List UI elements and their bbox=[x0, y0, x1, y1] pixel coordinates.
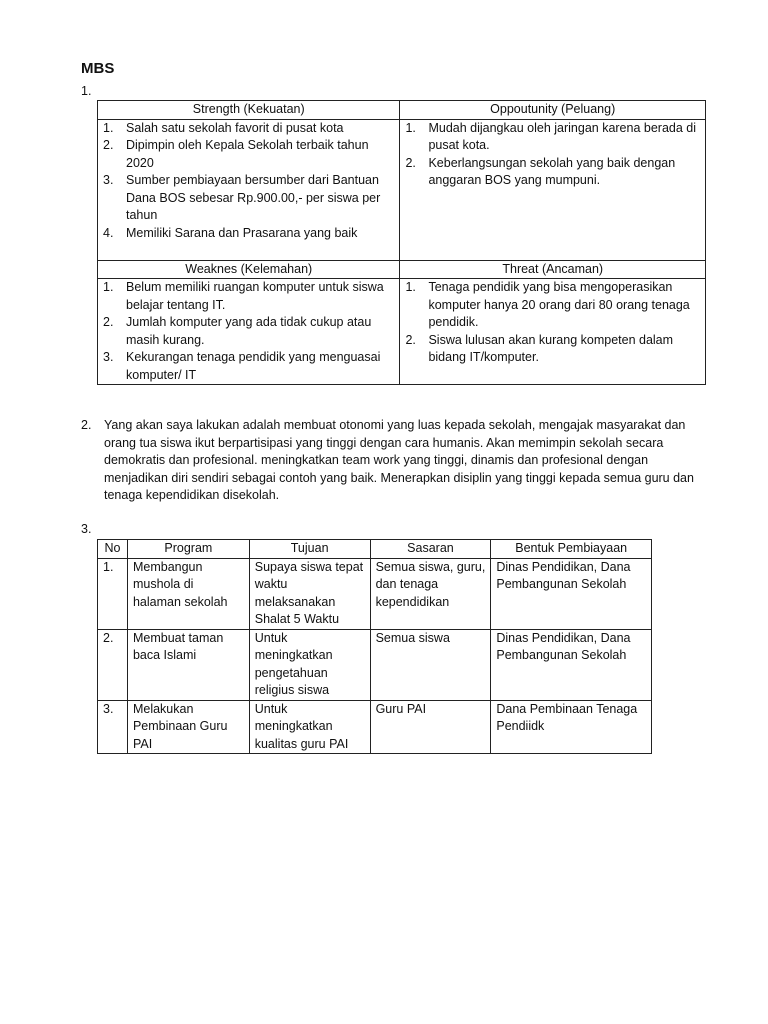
list-item bbox=[103, 137, 394, 172]
list-item-text: Mudah dijangkau oleh jaringan karena berada di pusat kota. bbox=[428, 120, 697, 152]
table-cell: Melakukan Pembinaan Guru PAI bbox=[127, 700, 249, 754]
list-item bbox=[405, 120, 700, 155]
table-cell: Membangun mushola di halaman sekolah bbox=[127, 558, 249, 629]
document-title: MBS bbox=[81, 60, 115, 77]
list-item bbox=[103, 172, 394, 225]
strength-header: Strength (Kekuatan) bbox=[98, 101, 400, 120]
table-cell: Untuk meningkatkan kualitas guru PAI bbox=[249, 700, 370, 754]
swot-header-row-bottom bbox=[98, 260, 706, 279]
list-item-text: Sumber pembiayaan bersumber dari Bantuan Dana BOS sebesar Rp.900.00,- per siswa per tahun bbox=[126, 173, 381, 222]
table-cell: Dana Pembinaan Tenaga Pendiidk bbox=[491, 700, 652, 754]
list-item-text: Belum memiliki ruangan komputer untuk siswa belajar tentang IT. bbox=[126, 280, 384, 312]
list-item bbox=[103, 225, 394, 243]
list-item bbox=[103, 349, 394, 384]
table-cell: Untuk meningkatkan pengetahuan religius siswa bbox=[249, 629, 370, 700]
swot-table bbox=[97, 100, 706, 385]
list-item-text: Keberlangsungan sekolah yang baik dengan anggaran BOS yang mumpuni. bbox=[428, 155, 676, 187]
list-item-text: Salah satu sekolah favorit di pusat kota bbox=[126, 120, 344, 135]
table-row bbox=[98, 629, 652, 700]
list-item-text: Jumlah komputer yang ada tidak cukup atau masih kurang. bbox=[126, 315, 372, 347]
section-1-number: 1. bbox=[81, 84, 92, 98]
list-item bbox=[405, 155, 700, 190]
table-row bbox=[98, 558, 652, 629]
program-table bbox=[97, 539, 652, 754]
program-column-header: Tujuan bbox=[249, 540, 370, 559]
table-cell: Semua siswa, guru, dan tenaga kependidikan bbox=[370, 558, 491, 629]
weakness-cell bbox=[98, 279, 400, 385]
list-item-text: Tenaga pendidik yang bisa mengoperasikan komputer hanya 20 orang dari 80 orang tenaga pendidik. bbox=[428, 280, 690, 329]
table-cell: 2. bbox=[98, 629, 128, 700]
list-item-text: Memiliki Sarana dan Prasarana yang baik bbox=[126, 225, 358, 240]
program-column-header: Bentuk Pembiayaan bbox=[491, 540, 652, 559]
swot-row-bottom bbox=[98, 279, 706, 385]
table-cell: Dinas Pendidikan, Dana Pembangunan Sekolah bbox=[491, 629, 652, 700]
list-item bbox=[103, 120, 394, 138]
swot-header-row-top bbox=[98, 101, 706, 120]
list-item-text: Siswa lulusan akan kurang kompeten dalam bidang IT/komputer. bbox=[428, 332, 674, 364]
list-item bbox=[103, 279, 394, 314]
opportunity-list bbox=[405, 120, 700, 190]
table-cell: Guru PAI bbox=[370, 700, 491, 754]
program-column-header: Program bbox=[127, 540, 249, 559]
table-row bbox=[98, 700, 652, 754]
section-2-paragraph bbox=[81, 417, 701, 505]
table-cell: 3. bbox=[98, 700, 128, 754]
table-cell: 1. bbox=[98, 558, 128, 629]
section-2-number: 2. bbox=[81, 418, 92, 432]
program-table-header bbox=[98, 540, 652, 559]
opportunity-header: Oppoutunity (Peluang) bbox=[400, 101, 706, 120]
list-item-number: 1. bbox=[103, 280, 114, 294]
list-item-number: 3. bbox=[103, 173, 114, 187]
table-cell: Membuat taman baca Islami bbox=[127, 629, 249, 700]
program-column-header: No bbox=[98, 540, 128, 559]
threat-list bbox=[405, 279, 700, 367]
table-cell: Supaya siswa tepat waktu melaksanakan Shalat 5 Waktu bbox=[249, 558, 370, 629]
list-item-number: 2. bbox=[103, 315, 114, 329]
section-2-text: Yang akan saya lakukan adalah membuat otonomi yang luas kepada sekolah, mengajak masyarakat dan orang tua siswa ikut berpartisipasi yang tinggi dengan cara humanis. Akan memimpin sekolah secara demokratis dan profesional. meningkatkan team work yang tinggi, dinamis dan profesional dengan menjadikan diri sendiri sebagai contoh yang baik. Menerapkan disiplin yang tinggi kepada semua guru dan tenaga kependidikan disekolah. bbox=[104, 418, 694, 502]
list-item bbox=[405, 332, 700, 367]
weakness-list bbox=[103, 279, 394, 384]
strength-cell bbox=[98, 119, 400, 260]
threat-header: Threat (Ancaman) bbox=[400, 260, 706, 279]
list-item-text: Dipimpin oleh Kepala Sekolah terbaik tahun 2020 bbox=[126, 138, 369, 170]
list-item-number: 3. bbox=[103, 350, 114, 364]
threat-cell bbox=[400, 279, 706, 385]
swot-row-top bbox=[98, 119, 706, 260]
list-item-number: 2. bbox=[405, 332, 416, 347]
list-item-number: 4. bbox=[103, 225, 114, 240]
program-column-header: Sasaran bbox=[370, 540, 491, 559]
table-cell: Dinas Pendidikan, Dana Pembangunan Sekolah bbox=[491, 558, 652, 629]
list-item bbox=[103, 314, 394, 349]
list-item bbox=[405, 279, 700, 332]
list-item-number: 1. bbox=[405, 120, 416, 135]
list-item-number: 2. bbox=[103, 138, 114, 152]
table-cell: Semua siswa bbox=[370, 629, 491, 700]
strength-list bbox=[103, 120, 394, 243]
list-item-number: 1. bbox=[103, 120, 114, 135]
list-item-number: 1. bbox=[405, 280, 416, 294]
section-3-number: 3. bbox=[81, 522, 92, 536]
weakness-header: Weaknes (Kelemahan) bbox=[98, 260, 400, 279]
list-item-number: 2. bbox=[405, 155, 416, 170]
program-table-body bbox=[98, 558, 652, 754]
opportunity-cell bbox=[400, 119, 706, 260]
list-item-text: Kekurangan tenaga pendidik yang menguasai komputer/ IT bbox=[126, 350, 381, 382]
